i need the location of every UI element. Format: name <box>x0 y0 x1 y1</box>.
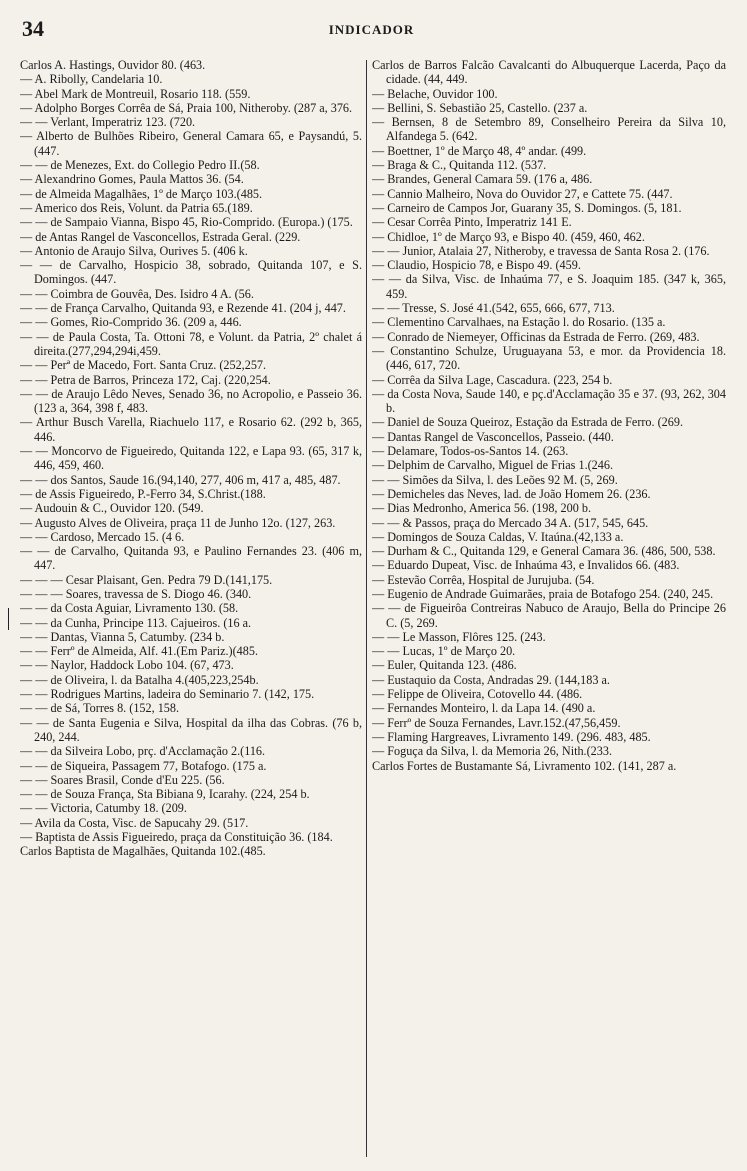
directory-entry: — Cesar Corrêa Pinto, Imperatriz 141 E. <box>372 215 572 230</box>
directory-entry: Carlos de Barros Falcão Cavalcanti do Albuquerque Lacerda, Paço da cidade. (44, 449. <box>372 58 726 87</box>
directory-entry: — — Lucas, 1º de Março 20. <box>372 644 516 659</box>
directory-entry: — — & Passos, praça do Mercado 34 A. (517, 545, 645. <box>372 515 649 530</box>
directory-entry: — — de Menezes, Ext. do Collegio Pedro II.(58. <box>20 158 260 173</box>
directory-entry: — Antonio de Araujo Silva, Ourives 5. (406 k. <box>20 243 248 258</box>
directory-entry: — Dantas Rangel de Vasconcellos, Passeio. (440. <box>372 429 614 444</box>
directory-entry: — — Ferrº de Almeida, Alf. 41.(Em Pariz.)(485. <box>20 644 259 659</box>
directory-entry: — Brandes, General Camara 59. (176 a, 486. <box>372 172 593 187</box>
directory-entry: — Estevão Corrêa, Hospital de Jurujuba. (54. <box>372 572 595 587</box>
directory-entry: — Claudio, Hospicio 78, e Bispo 49. (459. <box>372 258 581 273</box>
directory-entry: — — dos Santos, Saude 16.(94,140, 277, 406 m, 417 a, 485, 487. <box>20 472 341 487</box>
directory-entry: — Belache, Ouvidor 100. <box>372 86 498 101</box>
directory-entry: — — Cardoso, Mercado 15. (4 6. <box>20 529 185 544</box>
directory-entry: Carlos Fortes de Bustamante Sá, Livramento 102. (141, 287 a. <box>372 758 677 773</box>
directory-entry: — Conrado de Niemeyer, Officinas da Estrada de Ferro. (269, 483. <box>372 329 700 344</box>
directory-entry: — — da Cunha, Principe 113. Cajueiros. (16 a. <box>20 615 252 630</box>
directory-entry: — — de Figueirôa Contreiras Nabuco de Araujo, Bella do Principe 26 C. (5, 269. <box>372 601 726 630</box>
directory-entry: — — Verlant, Imperatriz 123. (720. <box>20 115 196 130</box>
directory-entry: — Domingos de Souza Caldas, V. Itaúna.(42,133 a. <box>372 529 624 544</box>
directory-entry: — de Antas Rangel de Vasconcellos, Estrada Geral. (229. <box>20 229 301 244</box>
directory-entry: — de Assis Figueiredo, P.-Ferro 34, S.Christ.(188. <box>20 486 266 501</box>
directory-entry: — A. Ribolly, Candelaria 10. <box>20 72 163 87</box>
directory-entry: — — Perª de Macedo, Fort. Santa Cruz. (252,257. <box>20 358 267 373</box>
directory-entry: Carlos Baptista de Magalhães, Quitanda 102.(485. <box>20 844 266 859</box>
directory-entry: — Alberto de Bulhões Ribeiro, General Camara 65, e Paysandú, 5. (447. <box>20 129 362 158</box>
directory-entry: — Delphim de Carvalho, Miguel de Frias 1.(246. <box>372 458 614 473</box>
directory-entry: — — — Cesar Plaisant, Gen. Pedra 79 D.(141,175. <box>20 572 273 587</box>
directory-entry: — — de Santa Eugenia e Silva, Hospital da ilha das Cobras. (76 b, 240, 244. <box>20 715 362 744</box>
directory-entry: — — de Siqueira, Passagem 77, Botafogo. (175 a. <box>20 758 267 773</box>
page-header <box>16 16 727 44</box>
directory-entry: — Alexandrino Gomes, Paula Mattos 36. (54. <box>20 172 244 187</box>
directory-entry: — — Moncorvo de Figueiredo, Quitanda 122, e Lapa 93. (65, 317 k, 446, 459, 460. <box>20 444 362 473</box>
directory-entry: — — de Sá, Torres 8. (152, 158. <box>20 701 180 716</box>
directory-entry: — — Rodrigues Martins, ladeira do Seminario 7. (142, 175. <box>20 687 315 702</box>
directory-entry: — — Victoria, Catumby 18. (209. <box>20 801 187 816</box>
margin-mark <box>8 608 9 630</box>
directory-entry: — Augusto Alves de Oliveira, praça 11 de Junho 12o. (127, 263. <box>20 515 336 530</box>
directory-entry: — — Dantas, Vianna 5, Catumby. (234 b. <box>20 629 225 644</box>
directory-entry: — Avila da Costa, Visc. de Sapucahy 29. (517. <box>20 815 249 830</box>
directory-entry: — Abel Mark de Montreuil, Rosario 118. (559. <box>20 86 251 101</box>
directory-entry: — Foguça da Silva, l. da Memoria 26, Nith.(233. <box>372 744 612 759</box>
directory-entry: — Flaming Hargreaves, Livramento 149. (296. 483, 485. <box>372 729 651 744</box>
left-column <box>20 58 362 1161</box>
directory-entry: — — de Sampaio Vianna, Bispo 45, Rio-Comprido. (Europa.) (175. <box>20 215 353 230</box>
directory-entry: — Boettner, 1º de Março 48, 4º andar. (499. <box>372 143 587 158</box>
directory-entry: — — da Silva, Visc. de Inhaúma 77, e S. Joaquim 185. (347 k, 365, 459. <box>372 272 726 301</box>
directory-entry: — — Junior, Atalaia 27, Nitheroby, e travessa de Santa Rosa 2. (176. <box>372 243 710 258</box>
column-rule <box>366 60 367 1157</box>
directory-entry: — — de Carvalho, Hospicio 38, sobrado, Quitanda 107, e S. Domingos. (447. <box>20 258 362 287</box>
directory-entry: — Felippe de Oliveira, Cotovello 44. (486. <box>372 687 583 702</box>
directory-entry: — Bellini, S. Sebastião 25, Castello. (237 a. <box>372 100 588 115</box>
directory-entry: — — Petra de Barros, Princeza 172, Caj. (220,254. <box>20 372 271 387</box>
directory-entry: — Americo dos Reis, Volunt. da Patria 65.(189. <box>20 200 253 215</box>
directory-entry: — Daniel de Souza Queiroz, Estação da Estrada de Ferro. (269. <box>372 415 684 430</box>
directory-entry: — Constantino Schulze, Uruguayana 53, e mor. da Providencia 18. (446, 617, 720. <box>372 343 726 373</box>
directory-entry: — — da Silveira Lobo, prç. d'Acclamação 2.(116. <box>20 744 266 759</box>
directory-entry: — — Gomes, Rio-Comprido 36. (209 a, 446. <box>20 315 242 330</box>
directory-entry: — Durham & C., Quitanda 129, e General Camara 36. (486, 500, 538. <box>372 544 716 559</box>
directory-entry: — Audouin & C., Ouvidor 120. (549. <box>20 501 204 516</box>
directory-entry: — Dias Medronho, America 56. (198, 200 b. <box>372 501 591 516</box>
directory-entry: — — de Carvalho, Quitanda 93, e Paulino Fernandes 23. (406 m, 447. <box>20 544 362 573</box>
directory-entry: — Baptista de Assis Figueiredo, praça da Constituição 36. (184. <box>20 830 333 845</box>
directory-entry: — — — Soares, travessa de S. Diogo 46. (340. <box>20 586 252 601</box>
page-number: 34 <box>22 16 44 41</box>
directory-entry: — Demicheles das Neves, lad. de João Homem 26. (236. <box>372 486 651 501</box>
directory-entry: — Arthur Busch Varella, Riachuelo 117, e Rosario 62. (292 b, 365, 446. <box>20 415 362 444</box>
right-column <box>372 58 726 1161</box>
directory-entry: — Carneiro de Campos Jor, Guarany 35, S. Domingos. (5, 181. <box>372 200 682 215</box>
directory-entry: — — Naylor, Haddock Lobo 104. (67, 473. <box>20 658 234 673</box>
directory-entry: — Euler, Quitanda 123. (486. <box>372 658 517 673</box>
directory-entry: — — Le Masson, Flôres 125. (243. <box>372 629 546 644</box>
directory-entry: — — da Costa Aguiar, Livramento 130. (58. <box>20 601 239 616</box>
directory-entry: — Eugenio de Andrade Guimarães, praia de Botafogo 254. (240, 245. <box>372 586 714 601</box>
directory-entry: Carlos A. Hastings, Ouvidor 80. (463. <box>20 58 206 72</box>
directory-entry: — Ferrº de Souza Fernandes, Lavr.152.(47,56,459. <box>372 715 621 730</box>
directory-entry: — Fernandes Monteiro, l. da Lapa 14. (490 a. <box>372 701 596 716</box>
directory-entry: — — de Araujo Lêdo Neves, Senado 36, no Acropolio, e Passeio 36. (123 a, 364, 398 f, 483. <box>20 386 362 416</box>
directory-entry: — — de Oliveira, l. da Batalha 4.(405,223,254b. <box>20 672 259 687</box>
directory-entry: — Bernsen, 8 de Setembro 89, Conselheiro Pereira da Silva 10, Alfandega 5. (642. <box>372 115 726 144</box>
directory-entry: — — de Souza França, Sta Bibiana 9, Icarahy. (224, 254 b. <box>20 787 310 802</box>
directory-entry: — Clementino Carvalhaes, na Estação l. do Rosario. (135 a. <box>372 315 666 330</box>
directory-entry: — Eustaquio da Costa, Andradas 29. (144,183 a. <box>372 672 610 687</box>
directory-entry: — — Coimbra de Gouvêa, Des. Isidro 4 A. (56. <box>20 286 254 301</box>
directory-entry: — — Soares Brasil, Conde d'Eu 225. (56. <box>20 772 225 787</box>
directory-entry: — Eduardo Dupeat, Visc. de Inhaúma 43, e Invalidos 66. (483. <box>372 558 680 573</box>
directory-entry: — — de França Carvalho, Quitanda 93, e Rezende 41. (204 j, 447. <box>20 301 346 316</box>
directory-entry: — — de Paula Costa, Ta. Ottoni 78, e Volunt. da Patria, 2º chalet á direita.(277,294,294i,459. <box>20 329 362 358</box>
directory-entry: — Corrêa da Silva Lage, Cascadura. (223, 254 b. <box>372 372 613 387</box>
directory-entry: — Chidloe, 1º de Março 93, e Bispo 40. (459, 460, 462. <box>372 229 645 244</box>
directory-entry: — de Almeida Magalhães, 1º de Março 103.(485. <box>20 186 263 201</box>
running-title: INDICADOR <box>328 22 415 37</box>
directory-entry: — — Tresse, S. José 41.(542, 655, 666, 677, 713. <box>372 301 615 316</box>
directory-entry: — da Costa Nova, Saude 140, e pç.d'Acclamação 35 e 37. (93, 262, 304 b. <box>372 386 726 416</box>
directory-entry: — Braga & C., Quitanda 112. (537. <box>372 158 547 173</box>
directory-entry: — Cannio Malheiro, Nova do Ouvidor 27, e Cattete 75. (447. <box>372 186 673 201</box>
directory-entry: — Adolpho Borges Corrêa de Sá, Praia 100, Nitheroby. (287 a, 376. <box>20 100 353 115</box>
directory-entry: — Delamare, Todos-os-Santos 14. (263. <box>372 444 569 459</box>
directory-entry: — — Simões da Silva, l. des Leões 92 M. (5, 269. <box>372 472 618 487</box>
